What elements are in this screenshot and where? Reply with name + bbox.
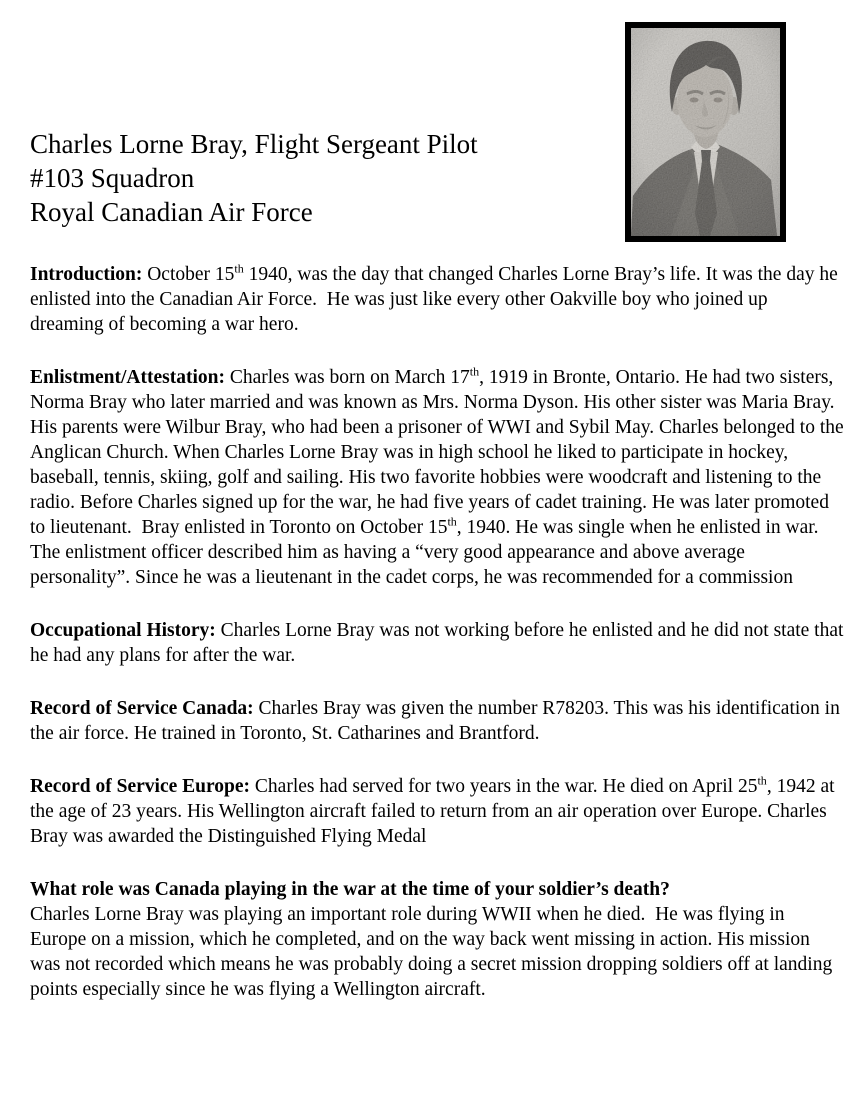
body-text: Charles Lorne Bray was playing an important role during WWII when he died. He was flying in Europe on a mission, which he completed, and on the way back went missing in action. His mission was not recorded which means he was probably doing a secret mission dropping soldiers off at landing points especially since he was flying a Wellington aircraft. bbox=[30, 904, 838, 1000]
superscript: th bbox=[757, 773, 767, 788]
body-text: , 1940. He was single when he enlisted in war. The enlistment officer described him as having a “very good appearance and above average personality”. Since he was a lieutenant in the cadet corps, he was recommended for a commission bbox=[30, 517, 824, 588]
body-text: Charles Lorne Bray was not working before he enlisted and he did not state that he had any plans for after the war. bbox=[30, 620, 849, 666]
section-introduction bbox=[30, 262, 845, 337]
title-line-2: #103 Squadron bbox=[30, 163, 195, 193]
body-text: Charles was born on March 17 bbox=[224, 367, 470, 388]
title-line-3: Royal Canadian Air Force bbox=[30, 197, 313, 227]
section-enlistment-attestation bbox=[30, 364, 848, 590]
body-text: Charles had served for two years in the war. He died on April 25 bbox=[250, 776, 758, 797]
section-record-of-service-canada bbox=[30, 696, 845, 746]
section-record-of-service-europe bbox=[30, 774, 845, 849]
section-heading: Record of Service Europe: bbox=[30, 776, 251, 797]
document-body bbox=[30, 261, 849, 1030]
body-text: 1940, was the day that changed Charles Lorne Bray’s life. It was the day he enlisted into the Canadian Air Force. He was just like every other Oakville boy who joined up dreaming of becoming a war hero. bbox=[30, 264, 843, 335]
superscript: th bbox=[469, 364, 480, 379]
section-occupational-history bbox=[30, 618, 849, 668]
body-text: October 15 bbox=[142, 264, 235, 285]
body-text: , 1919 in Bronte, Ontario. He had two sisters, Norma Bray who later married and was known as Mrs. Norma Dyson. His other sister was Maria Bray. His parents were Wilbur Bray, who had been a prisoner of WWI and Sybil May. Charles belonged to the Anglican Church. When Charles Lorne Bray was in high school he liked to participate in hockey, baseball, tennis, skiing, golf and sailing. His two favorite hobbies were woodcraft and listening to the radio. Before Charles signed up for the war, he had five years of cadet training. He was later promoted to lieutenant. Bray enlisted in Toronto on October 15 bbox=[30, 367, 848, 538]
section-heading: Introduction: bbox=[30, 264, 143, 285]
superscript: th bbox=[234, 261, 244, 276]
title-line-1: Charles Lorne Bray, Flight Sergeant Pilot bbox=[30, 129, 478, 159]
portrait-photo bbox=[625, 22, 786, 242]
superscript: th bbox=[447, 514, 457, 529]
section-heading: Occupational History: bbox=[30, 620, 216, 641]
document-title bbox=[30, 127, 478, 229]
section-heading: Enlistment/Attestation: bbox=[30, 367, 225, 388]
body-text: Charles Bray was given the number R78203. This was his identification in the air force. He trained in Toronto, St. Catharines and Brantford. bbox=[30, 698, 845, 744]
section-heading: What role was Canada playing in the war at the time of your soldier’s death? bbox=[30, 879, 670, 900]
section-heading: Record of Service Canada: bbox=[30, 698, 254, 719]
section-role-question bbox=[30, 877, 845, 1002]
body-text: , 1942 at the age of 23 years. His Wellington aircraft failed to return from an air operation over Europe. Charles Bray was awarded the Distinguished Flying Medal bbox=[30, 776, 840, 847]
portrait-photo-graphic bbox=[631, 28, 780, 236]
